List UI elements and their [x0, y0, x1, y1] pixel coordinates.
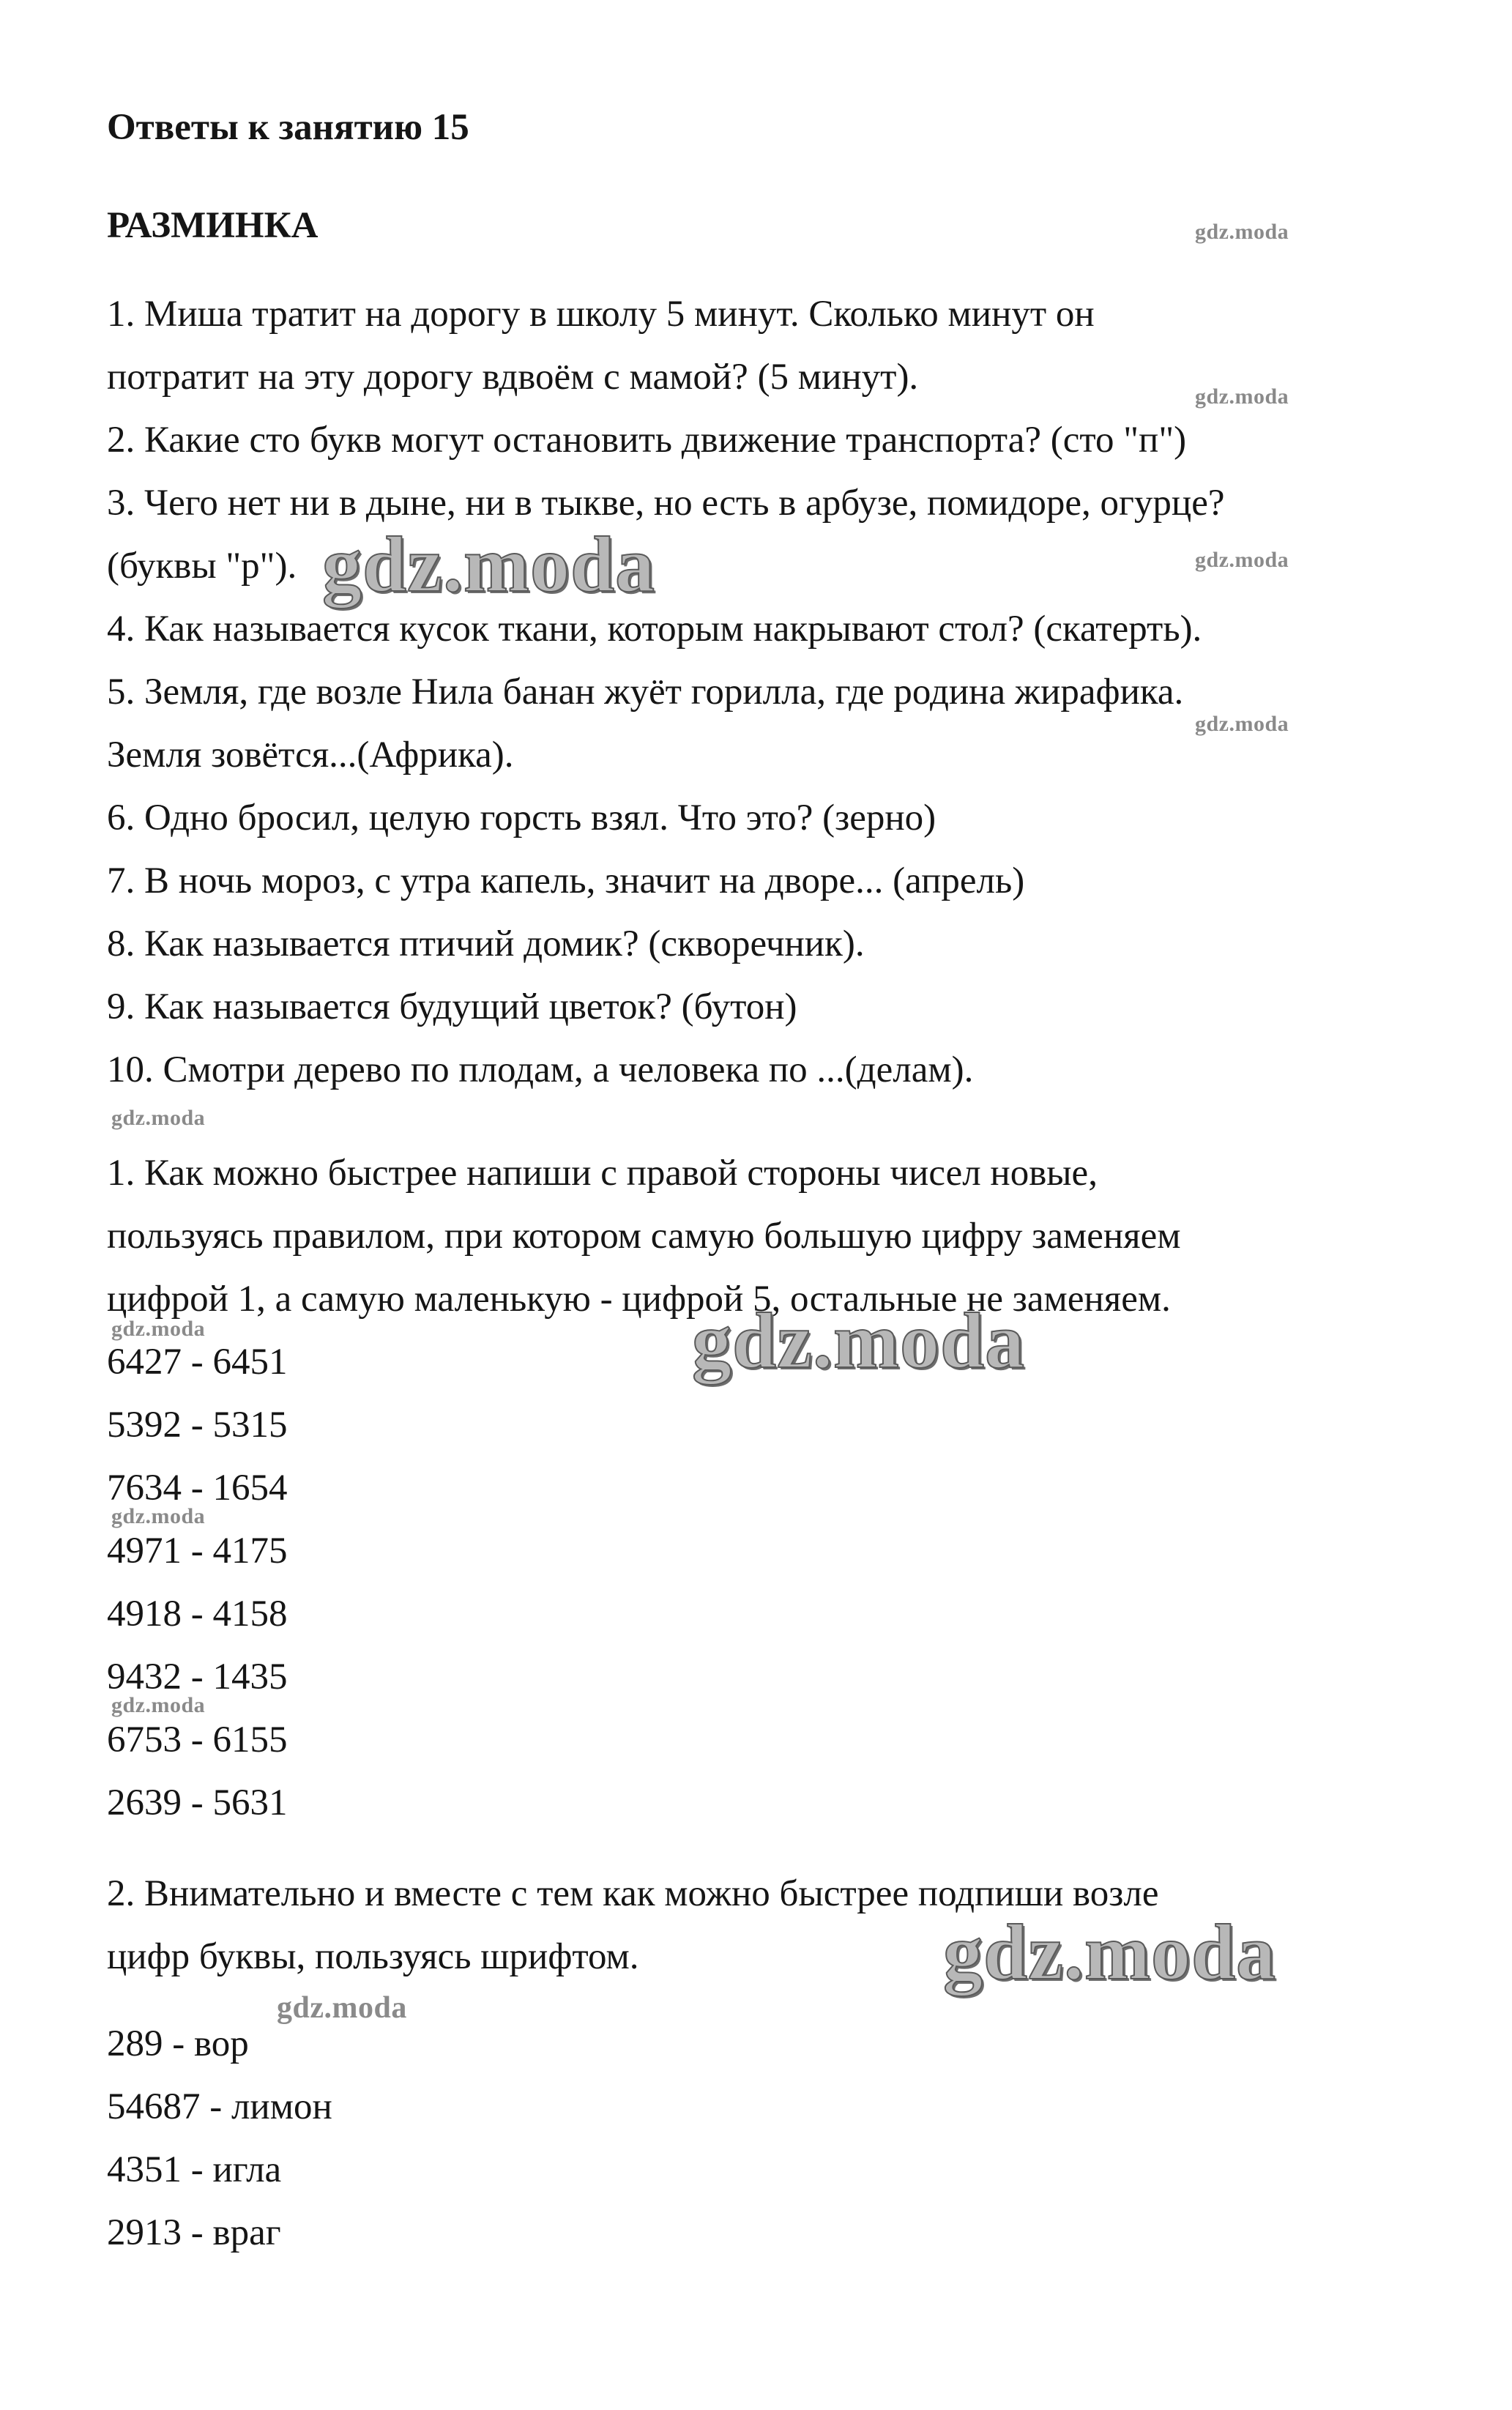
task1-answer: 6427 - 6451: [107, 1342, 288, 1383]
warmup-line: 8. Как называется птичий домик? (скворечник).: [107, 923, 865, 964]
task1-answer: 9432 - 1435: [107, 1656, 288, 1697]
warmup-line: 5. Земля, где возле Нила банан жуёт горилла, где родина жирафика.: [107, 672, 1184, 713]
task2-answer: 2913 - враг: [107, 2212, 281, 2253]
section-heading: РАЗМИНКА: [107, 205, 319, 246]
watermark-large: gdz.moda: [322, 521, 656, 609]
warmup-line: 7. В ночь мороз, с утра капель, значит на дворе... (апрель): [107, 860, 1025, 901]
task1-answer: 7634 - 1654: [107, 1468, 288, 1509]
warmup-line: Земля зовётся...(Африка).: [107, 734, 514, 776]
watermark-large: gdz.moda: [692, 1298, 1026, 1385]
task1-answer: 5392 - 5315: [107, 1405, 288, 1446]
warmup-line: 9. Как называется будущий цветок? (бутон): [107, 986, 797, 1027]
warmup-line: (буквы "р").: [107, 546, 297, 587]
watermark: gdz.moda: [111, 1504, 206, 1528]
task2-text: 2. Внимательно и вместе с тем как можно быстрее подпиши возле: [107, 1873, 1159, 1914]
warmup-line: 4. Как называется кусок ткани, которым накрывают стол? (скатерть).: [107, 609, 1202, 650]
warmup-line: 10. Смотри дерево по плодам, а человека по ...(делам).: [107, 1049, 974, 1090]
watermark: gdz.moda: [111, 1317, 206, 1341]
task1-answer: 4971 - 4175: [107, 1531, 288, 1572]
task1-text: цифрой 1, а самую маленькую - цифрой 5, остальные не заменяем.: [107, 1279, 1171, 1320]
task1-answer: 2639 - 5631: [107, 1782, 288, 1823]
task2-answer: 54687 - лимон: [107, 2086, 332, 2127]
task1-text: пользуясь правилом, при котором самую большую цифру заменяем: [107, 1216, 1181, 1257]
warmup-line: 1. Миша тратит на дорогу в школу 5 минут. Сколько минут он: [107, 294, 1095, 335]
task1-text: 1. Как можно быстрее напиши с правой стороны чисел новые,: [107, 1153, 1098, 1194]
task2-text: цифр буквы, пользуясь шрифтом.: [107, 1936, 639, 1977]
task1-answer: 6753 - 6155: [107, 1719, 288, 1760]
watermark: gdz.moda: [1195, 220, 1289, 244]
warmup-line: 3. Чего нет ни в дыне, ни в тыкве, но есть в арбузе, помидоре, огурце?: [107, 483, 1225, 524]
watermark: gdz.moda: [111, 1693, 206, 1717]
watermark: gdz.moda: [1195, 712, 1289, 736]
warmup-line: потратит на эту дорогу вдвоём с мамой? (5 минут).: [107, 357, 919, 398]
warmup-line: 2. Какие сто букв могут остановить движение транспорта? (сто "п"): [107, 420, 1187, 461]
watermark: gdz.moda: [1195, 384, 1289, 409]
page-title: Ответы к занятию 15: [107, 107, 469, 148]
watermark: gdz.moda: [111, 1106, 206, 1130]
task2-answer: 4351 - игла: [107, 2149, 282, 2190]
warmup-line: 6. Одно бросил, целую горсть взял. Что это? (зерно): [107, 797, 936, 838]
watermark: gdz.moda: [277, 1991, 407, 2025]
task2-answer: 289 - вор: [107, 2023, 249, 2064]
watermark: gdz.moda: [1195, 548, 1289, 572]
watermark-large: gdz.moda: [943, 1909, 1277, 1996]
task1-answer: 4918 - 4158: [107, 1593, 288, 1634]
